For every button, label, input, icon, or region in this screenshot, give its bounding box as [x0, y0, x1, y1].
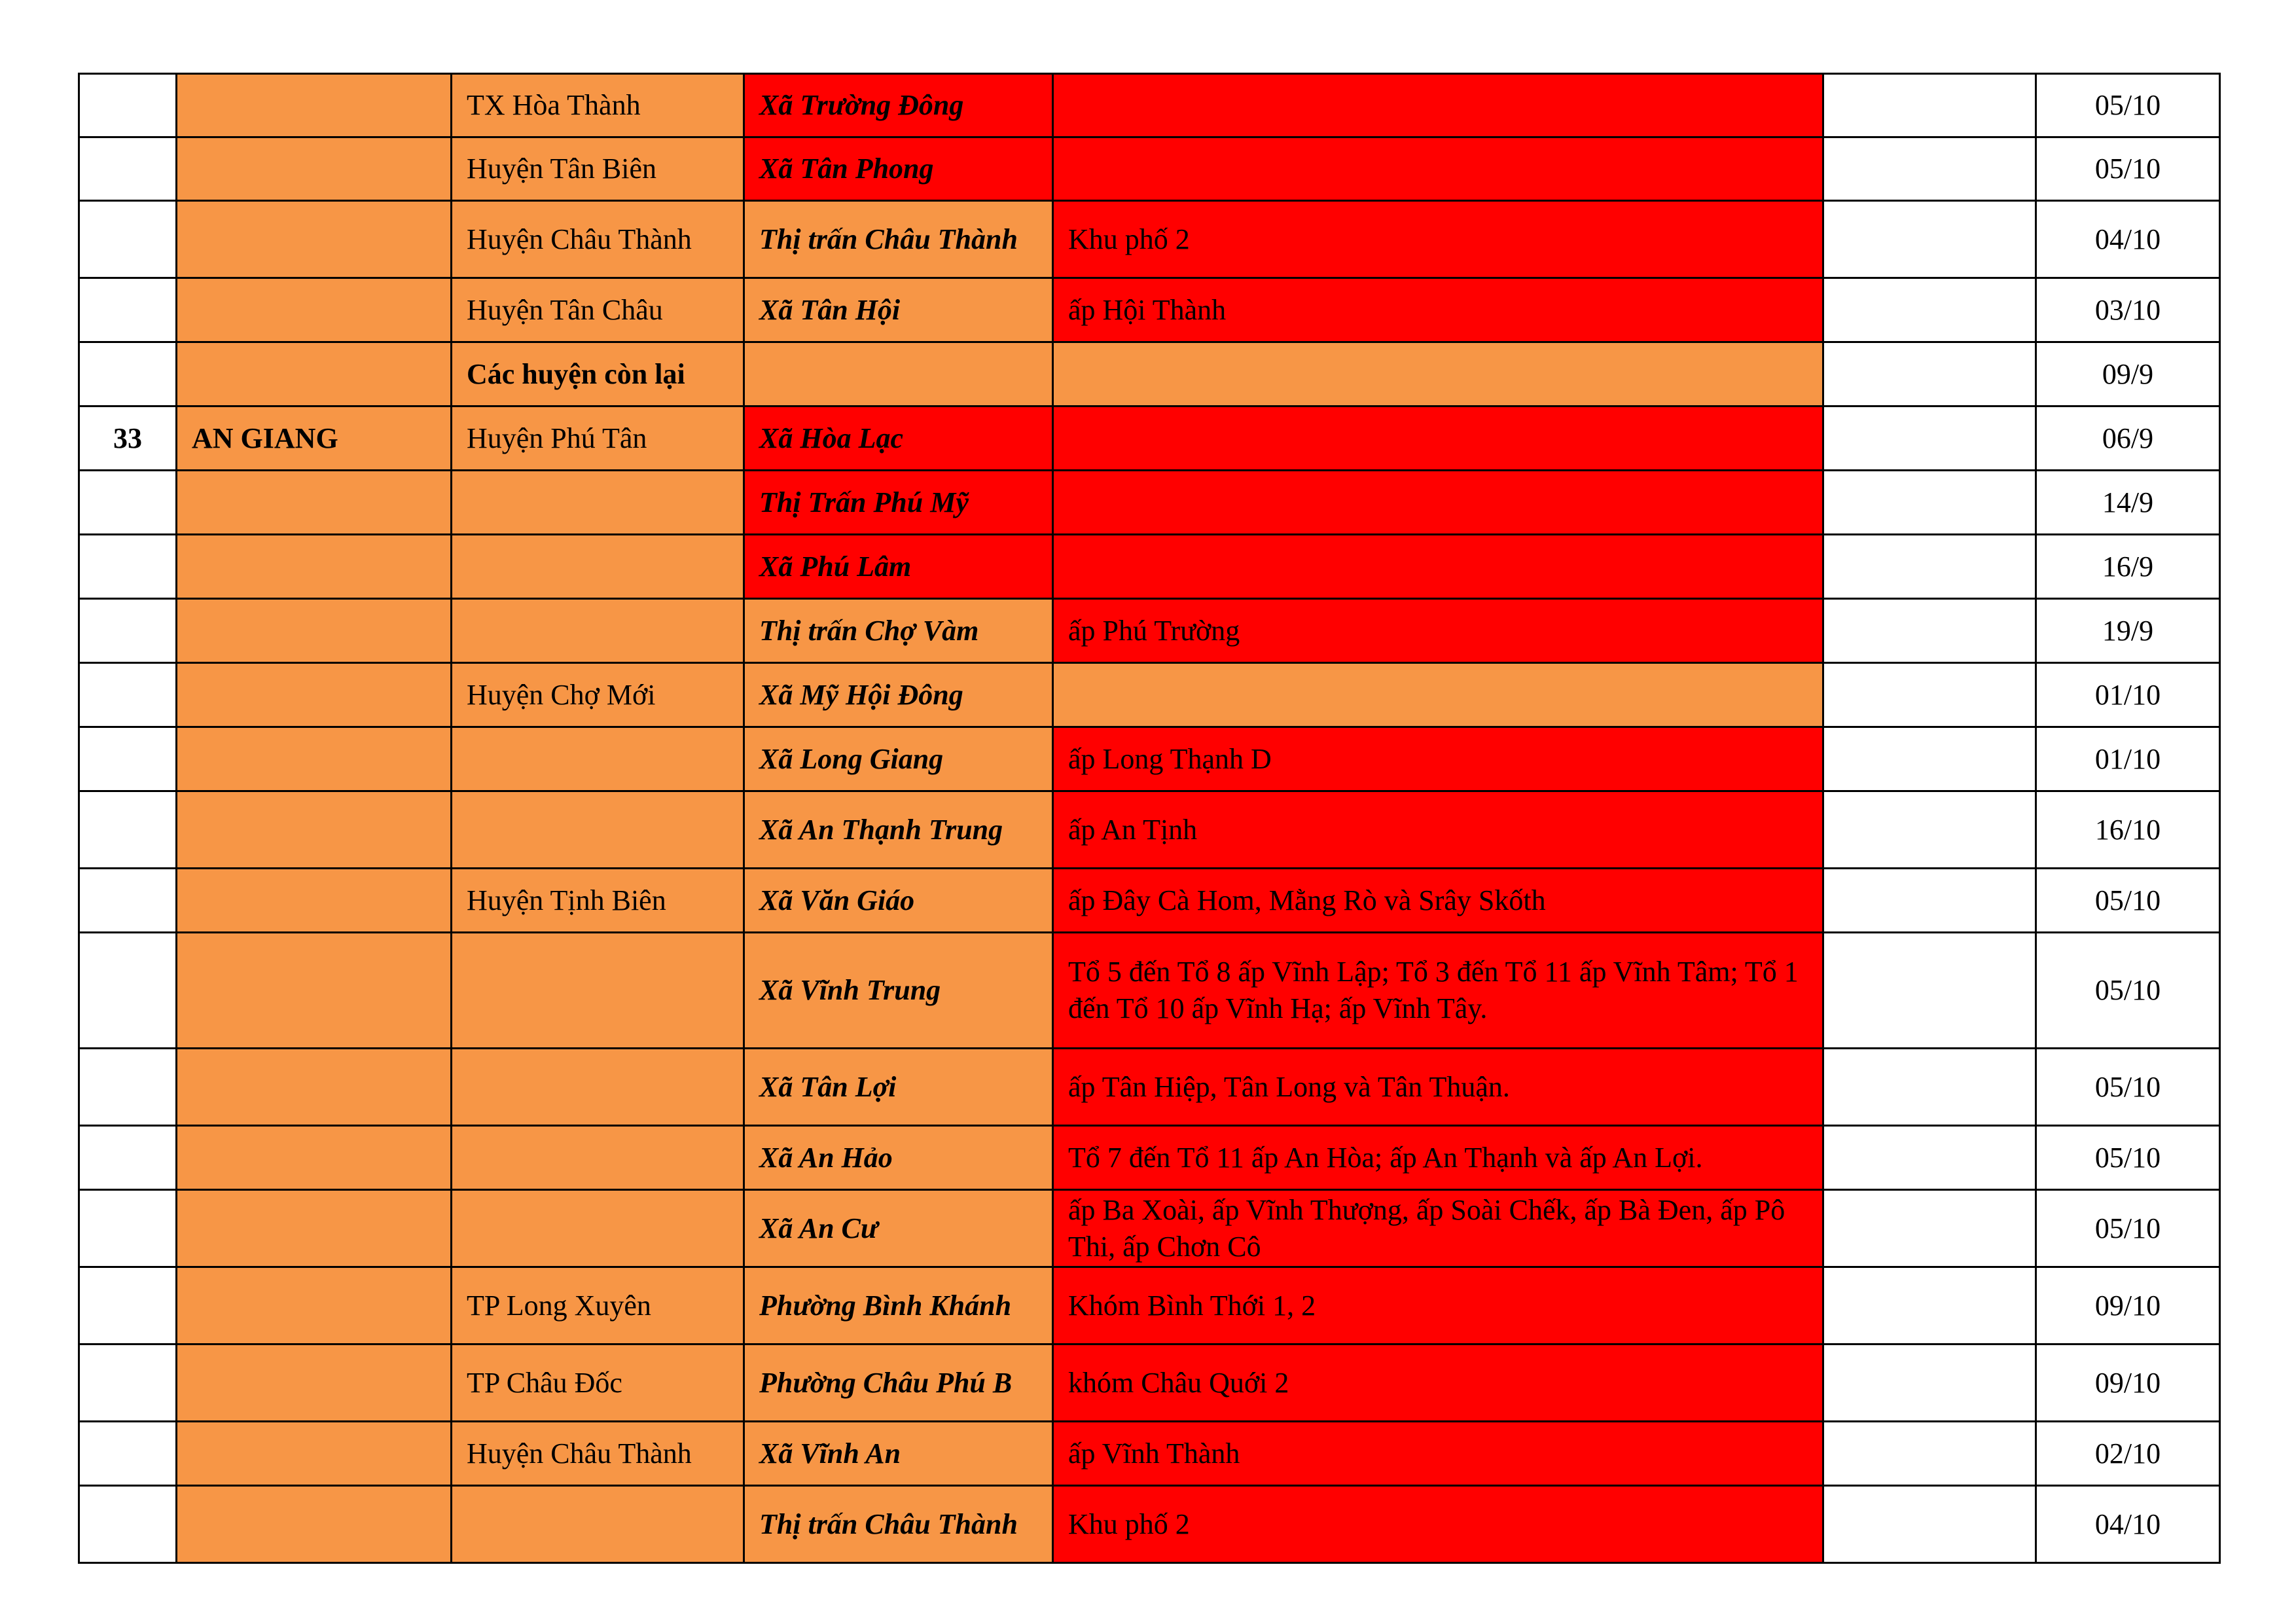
area-cell [1053, 535, 1823, 599]
row-number-cell [79, 1486, 177, 1563]
district-cell [452, 599, 744, 663]
province-cell [177, 933, 452, 1049]
row-number-cell [79, 1049, 177, 1126]
province-cell [177, 727, 452, 791]
area-cell: ấp Hội Thành [1053, 278, 1823, 342]
table-row [79, 471, 2220, 535]
district-cell: Huyện Châu Thành [452, 201, 744, 278]
ward-cell: Phường Châu Phú B [744, 1344, 1053, 1422]
date-cell: 04/10 [2036, 201, 2220, 278]
date-cell: 05/10 [2036, 74, 2220, 137]
date-cell: 04/10 [2036, 1486, 2220, 1563]
district-cell [452, 727, 744, 791]
ward-cell: Xã Tân Lợi [744, 1049, 1053, 1126]
district-cell: Huyện Tân Châu [452, 278, 744, 342]
province-cell: AN GIANG [177, 406, 452, 471]
empty-cell [1823, 137, 2036, 201]
date-cell: 03/10 [2036, 278, 2220, 342]
district-cell [452, 471, 744, 535]
table-row [79, 599, 2220, 663]
empty-cell [1823, 278, 2036, 342]
province-cell [177, 791, 452, 869]
area-cell [1053, 663, 1823, 727]
area-cell: ấp Tân Hiệp, Tân Long và Tân Thuận. [1053, 1049, 1823, 1126]
empty-cell [1823, 1344, 2036, 1422]
table-row [79, 791, 2220, 869]
ward-cell: Xã Vĩnh An [744, 1422, 1053, 1486]
ward-cell: Xã Long Giang [744, 727, 1053, 791]
empty-cell [1823, 406, 2036, 471]
empty-cell [1823, 471, 2036, 535]
district-cell [452, 933, 744, 1049]
empty-cell [1823, 1049, 2036, 1126]
area-cell [1053, 137, 1823, 201]
province-cell [177, 1344, 452, 1422]
province-cell [177, 535, 452, 599]
district-cell: Huyện Tịnh Biên [452, 869, 744, 933]
date-cell: 19/9 [2036, 599, 2220, 663]
empty-cell [1823, 535, 2036, 599]
table-row [79, 201, 2220, 278]
row-number-cell [79, 137, 177, 201]
table-row [79, 869, 2220, 933]
province-cell [177, 137, 452, 201]
empty-cell [1823, 933, 2036, 1049]
ward-cell: Xã Phú Lâm [744, 535, 1053, 599]
table-row [79, 1486, 2220, 1563]
row-number-cell [79, 933, 177, 1049]
area-cell: ấp Long Thạnh D [1053, 727, 1823, 791]
area-cell: ấp Vĩnh Thành [1053, 1422, 1823, 1486]
province-cell [177, 1126, 452, 1190]
district-cell [452, 535, 744, 599]
district-cell: Huyện Châu Thành [452, 1422, 744, 1486]
date-cell: 14/9 [2036, 471, 2220, 535]
district-cell [452, 1190, 744, 1267]
table-row [79, 1190, 2220, 1267]
district-cell [452, 1486, 744, 1563]
date-cell: 02/10 [2036, 1422, 2220, 1486]
date-cell: 09/10 [2036, 1344, 2220, 1422]
area-cell: ấp Đây Cà Hom, Mằng Rò và Srây Skốth [1053, 869, 1823, 933]
empty-cell [1823, 869, 2036, 933]
date-cell: 05/10 [2036, 933, 2220, 1049]
province-cell [177, 1422, 452, 1486]
row-number-cell [79, 74, 177, 137]
district-cell [452, 1126, 744, 1190]
ward-cell [744, 342, 1053, 406]
table-row [79, 1049, 2220, 1126]
district-cell [452, 1049, 744, 1126]
ward-cell: Phường Bình Khánh [744, 1267, 1053, 1344]
row-number-cell [79, 727, 177, 791]
empty-cell [1823, 1422, 2036, 1486]
empty-cell [1823, 1267, 2036, 1344]
row-number-cell [79, 599, 177, 663]
province-cell [177, 663, 452, 727]
empty-cell [1823, 1190, 2036, 1267]
province-cell [177, 74, 452, 137]
province-cell [177, 278, 452, 342]
row-number-cell [79, 535, 177, 599]
date-cell: 05/10 [2036, 869, 2220, 933]
province-cell [177, 1486, 452, 1563]
table-row [79, 663, 2220, 727]
ward-cell: Xã Tân Phong [744, 137, 1053, 201]
row-number-cell [79, 791, 177, 869]
ward-cell: Thị trấn Châu Thành [744, 201, 1053, 278]
date-cell: 05/10 [2036, 1126, 2220, 1190]
ward-cell: Xã Trường Đông [744, 74, 1053, 137]
district-cell: Các huyện còn lại [452, 342, 744, 406]
table-row [79, 342, 2220, 406]
province-cell [177, 1049, 452, 1126]
empty-cell [1823, 74, 2036, 137]
locality-table [78, 73, 2221, 1564]
date-cell: 09/9 [2036, 342, 2220, 406]
date-cell: 06/9 [2036, 406, 2220, 471]
ward-cell: Xã Mỹ Hội Đông [744, 663, 1053, 727]
empty-cell [1823, 342, 2036, 406]
row-number-cell [79, 1267, 177, 1344]
district-cell: TP Châu Đốc [452, 1344, 744, 1422]
table-row [79, 137, 2220, 201]
area-cell [1053, 74, 1823, 137]
area-cell: Khóm Bình Thới 1, 2 [1053, 1267, 1823, 1344]
ward-cell: Xã Hòa Lạc [744, 406, 1053, 471]
province-cell [177, 869, 452, 933]
district-cell: TP Long Xuyên [452, 1267, 744, 1344]
row-number-cell [79, 869, 177, 933]
ward-cell: Xã An Thạnh Trung [744, 791, 1053, 869]
row-number-cell: 33 [79, 406, 177, 471]
table-row [79, 74, 2220, 137]
district-cell [452, 791, 744, 869]
ward-cell: Thị trấn Chợ Vàm [744, 599, 1053, 663]
date-cell: 05/10 [2036, 1049, 2220, 1126]
table-body [79, 74, 2220, 1563]
row-number-cell [79, 1422, 177, 1486]
province-cell [177, 599, 452, 663]
date-cell: 01/10 [2036, 727, 2220, 791]
ward-cell: Thị Trấn Phú Mỹ [744, 471, 1053, 535]
area-cell: Tổ 5 đến Tổ 8 ấp Vĩnh Lập; Tổ 3 đến Tổ 11 ấp Vĩnh Tâm; Tổ 1 đến Tổ 10 ấp Vĩnh Hạ; ấp Vĩnh Tây. [1053, 933, 1823, 1049]
table-row [79, 406, 2220, 471]
area-cell: Khu phố 2 [1053, 1486, 1823, 1563]
table-row [79, 535, 2220, 599]
area-cell: ấp Phú Trường [1053, 599, 1823, 663]
area-cell: ấp Ba Xoài, ấp Vĩnh Thượng, ấp Soài Chếk, ấp Bà Đen, ấp Pô Thi, ấp Chơn Cô [1053, 1190, 1823, 1267]
empty-cell [1823, 663, 2036, 727]
area-cell: Khu phố 2 [1053, 201, 1823, 278]
district-cell: Huyện Tân Biên [452, 137, 744, 201]
empty-cell [1823, 1486, 2036, 1563]
date-cell: 05/10 [2036, 137, 2220, 201]
ward-cell: Xã Văn Giáo [744, 869, 1053, 933]
ward-cell: Xã An Hảo [744, 1126, 1053, 1190]
table-row [79, 278, 2220, 342]
empty-cell [1823, 599, 2036, 663]
row-number-cell [79, 1190, 177, 1267]
row-number-cell [79, 201, 177, 278]
table-row [79, 1344, 2220, 1422]
area-cell: khóm Châu Quới 2 [1053, 1344, 1823, 1422]
row-number-cell [79, 278, 177, 342]
ward-cell: Xã Tân Hội [744, 278, 1053, 342]
province-cell [177, 471, 452, 535]
table-row [79, 1422, 2220, 1486]
district-cell: TX Hòa Thành [452, 74, 744, 137]
empty-cell [1823, 727, 2036, 791]
row-number-cell [79, 1126, 177, 1190]
province-cell [177, 201, 452, 278]
date-cell: 16/10 [2036, 791, 2220, 869]
province-cell [177, 1267, 452, 1344]
table-row [79, 933, 2220, 1049]
ward-cell: Xã Vĩnh Trung [744, 933, 1053, 1049]
date-cell: 16/9 [2036, 535, 2220, 599]
table-row [79, 1126, 2220, 1190]
empty-cell [1823, 1126, 2036, 1190]
area-cell: ấp An Tịnh [1053, 791, 1823, 869]
empty-cell [1823, 201, 2036, 278]
area-cell: Tổ 7 đến Tổ 11 ấp An Hòa; ấp An Thạnh và ấp An Lợi. [1053, 1126, 1823, 1190]
area-cell [1053, 342, 1823, 406]
district-cell: Huyện Chợ Mới [452, 663, 744, 727]
table-row [79, 1267, 2220, 1344]
row-number-cell [79, 471, 177, 535]
ward-cell: Thị trấn Châu Thành [744, 1486, 1053, 1563]
empty-cell [1823, 791, 2036, 869]
date-cell: 01/10 [2036, 663, 2220, 727]
district-cell: Huyện Phú Tân [452, 406, 744, 471]
row-number-cell [79, 663, 177, 727]
date-cell: 09/10 [2036, 1267, 2220, 1344]
area-cell [1053, 471, 1823, 535]
province-cell [177, 342, 452, 406]
table-row [79, 727, 2220, 791]
area-cell [1053, 406, 1823, 471]
row-number-cell [79, 1344, 177, 1422]
ward-cell: Xã An Cư [744, 1190, 1053, 1267]
date-cell: 05/10 [2036, 1190, 2220, 1267]
province-cell [177, 1190, 452, 1267]
row-number-cell [79, 342, 177, 406]
